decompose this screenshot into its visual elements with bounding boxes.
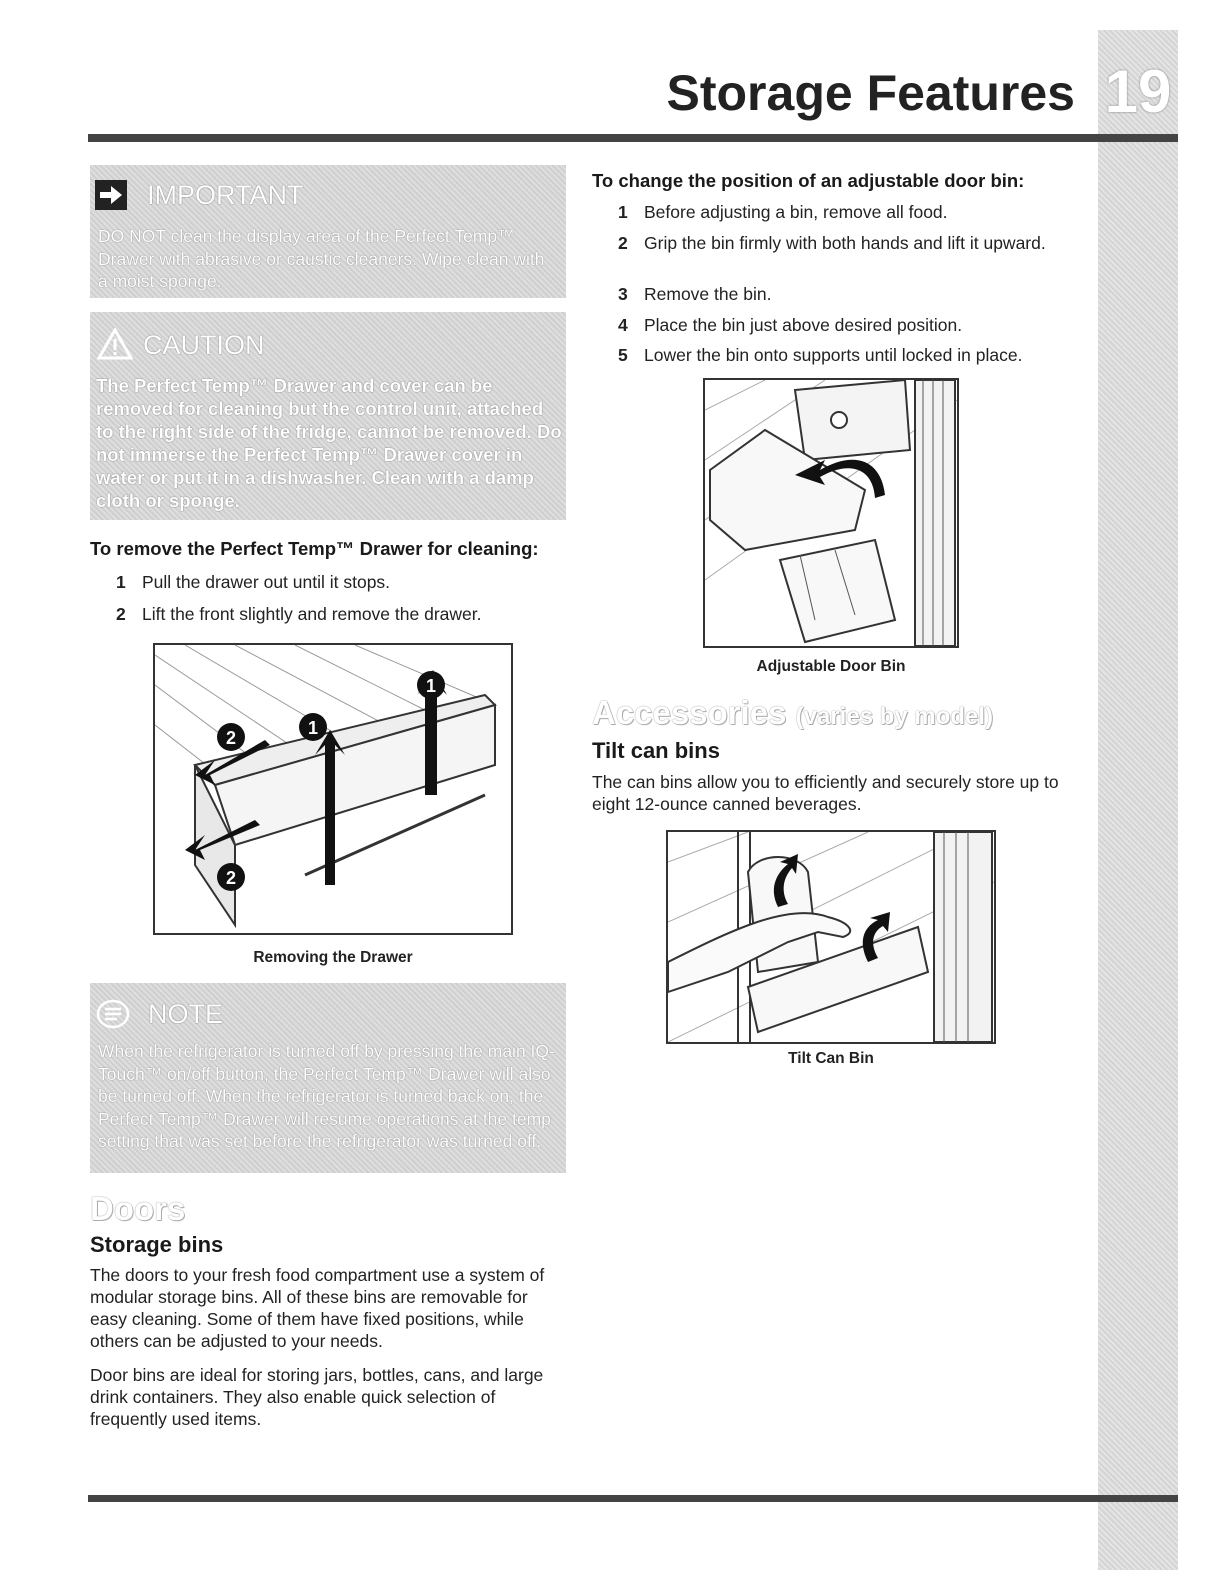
step-text: Lower the bin onto supports until locked in place. bbox=[644, 345, 1023, 365]
step-number: 2 bbox=[116, 604, 126, 624]
tilt-can-bins-text: The can bins allow you to efficiently and securely store up to eight 12-ounce canned beverages. bbox=[592, 772, 1059, 814]
caution-box bbox=[90, 312, 566, 520]
step-number: 5 bbox=[618, 345, 628, 365]
note-text: When the refrigerator is turned off by pressing the main IQ-Touch™ on/off button, the Perfect Temp™ Drawer will also be turned off. When the refrigerator is turned back on, the Perfect Temp™ Drawer will resume operations at the temp setting that was set before the refrigerator was turned off. bbox=[98, 1041, 555, 1151]
step-text: Lift the front slightly and remove the drawer. bbox=[142, 604, 482, 624]
step-number: 2 bbox=[618, 233, 628, 253]
figure-caption: Removing the Drawer bbox=[253, 949, 413, 966]
adjustable-door-bin-figure bbox=[703, 378, 959, 648]
important-text: DO NOT clean the display area of the Perfect Temp™ Drawer with abrasive or caustic cleaners. Wipe clean with a moist sponge. bbox=[98, 226, 545, 291]
page-title: Storage Features bbox=[666, 65, 1075, 121]
doors-paragraph: Door bins are ideal for storing jars, bottles, cans, and large drink containers. They also enable quick selection of frequently used items. bbox=[90, 1365, 544, 1429]
doors-paragraph: The doors to your fresh food compartment use a system of modular storage bins. All of these bins are removable for easy cleaning. Some of them have fixed positions, while others can be adjusted to your needs. bbox=[90, 1265, 545, 1351]
doors-section-title: Doors bbox=[90, 1190, 186, 1227]
remove-drawer-heading: To remove the Perfect Temp™ Drawer for cleaning: bbox=[90, 538, 539, 559]
remove-drawer-step bbox=[116, 571, 390, 593]
step-number: 1 bbox=[618, 202, 628, 222]
accessories-section-title bbox=[592, 696, 993, 729]
door-bin-step bbox=[618, 201, 948, 223]
caution-heading: CAUTION bbox=[143, 330, 265, 360]
page-number: 19 bbox=[1104, 58, 1172, 125]
door-bin-heading: To change the position of an adjustable door bin: bbox=[592, 170, 1025, 191]
step-text: Grip the bin firmly with both hands and lift it upward. bbox=[644, 233, 1046, 253]
step-text: Pull the drawer out until it stops. bbox=[142, 572, 391, 592]
removing-drawer-figure bbox=[153, 643, 513, 935]
important-box bbox=[90, 165, 566, 298]
remove-drawer-step bbox=[116, 603, 481, 625]
page-side-tab bbox=[1098, 30, 1178, 1570]
header-rule bbox=[88, 134, 1178, 142]
footer-rule bbox=[88, 1495, 1178, 1502]
arrow-right-icon bbox=[95, 180, 127, 210]
step-text: Remove the bin. bbox=[644, 284, 772, 304]
door-bin-step bbox=[618, 344, 1022, 366]
callout-label: 1 bbox=[425, 676, 437, 696]
tilt-can-bins-heading: Tilt can bins bbox=[592, 738, 720, 763]
step-number: 3 bbox=[618, 284, 628, 304]
callout-label: 2 bbox=[225, 868, 237, 888]
step-number: 4 bbox=[618, 315, 628, 335]
step-text: Place the bin just above desired position. bbox=[644, 315, 963, 335]
accessories-title: Accessories bbox=[592, 694, 787, 731]
tilt-can-bin-figure bbox=[666, 830, 996, 1044]
door-bin-step bbox=[618, 232, 1064, 254]
step-text: Before adjusting a bin, remove all food. bbox=[644, 202, 948, 222]
caution-text: The Perfect Temp™ Drawer and cover can be removed for cleaning but the control unit, attached to the right side of the fridge, cannot be removed. Do not immerse the Perfect Temp™ Drawer cover in water or put it in a dishwasher. Clean with a damp cloth or sponge. bbox=[96, 375, 562, 511]
figure-caption: Tilt Can Bin bbox=[788, 1050, 874, 1067]
door-bin-step bbox=[618, 283, 771, 305]
callout-label: 1 bbox=[307, 718, 319, 738]
step-number: 1 bbox=[116, 572, 126, 592]
note-heading: NOTE bbox=[148, 999, 224, 1029]
storage-bins-heading: Storage bins bbox=[90, 1232, 224, 1257]
note-box bbox=[90, 983, 566, 1173]
accessories-title-suffix: (varies by model) bbox=[795, 703, 994, 730]
figure-caption: Adjustable Door Bin bbox=[756, 658, 906, 675]
important-heading: IMPORTANT bbox=[147, 180, 304, 210]
door-bin-step bbox=[618, 314, 962, 336]
callout-label: 2 bbox=[225, 728, 237, 748]
warning-triangle-icon bbox=[97, 328, 133, 360]
note-icon bbox=[96, 999, 130, 1029]
